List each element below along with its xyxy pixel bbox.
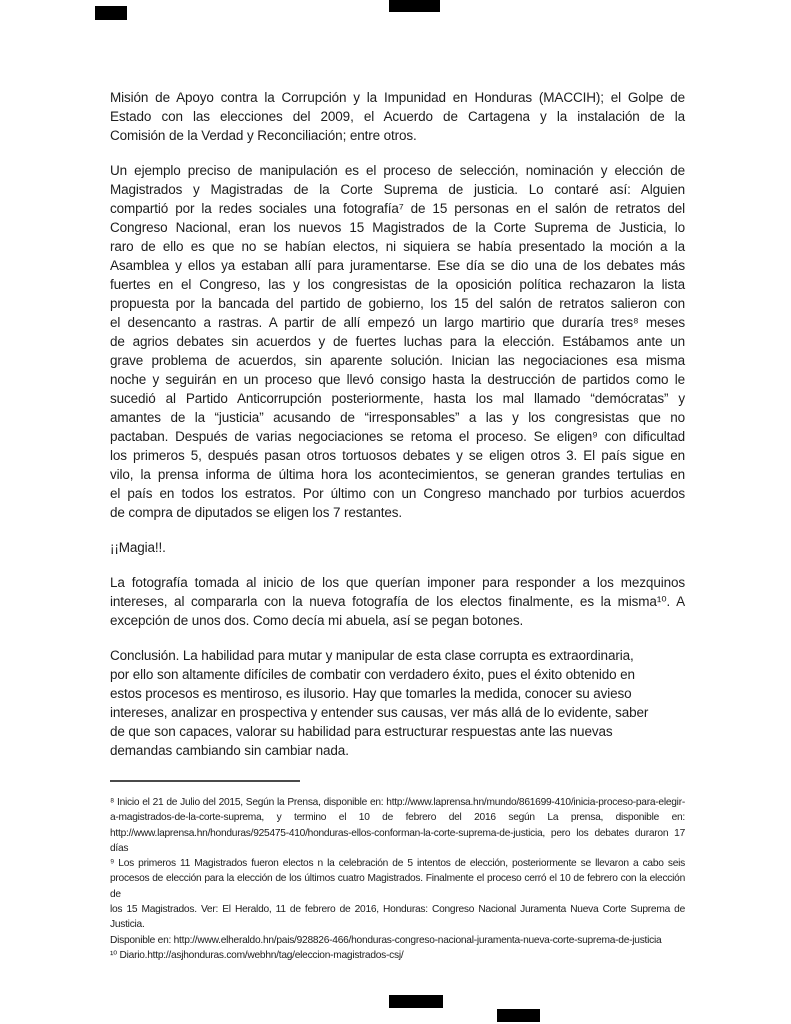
footnote-10 [110,948,685,963]
text-line: ¹⁰ Diario.http://asjhonduras.com/webhn/tag/eleccion-magistrados-csj/ [110,949,404,961]
redaction-mark-bottom-left [389,995,443,1008]
text-line: de agrios debates sin acuerdos y de fuertes luchas para la elección. Estábamos ante un [110,334,685,349]
text-line: ¡¡Magia!!. [110,540,166,555]
text-line: a-magistrados-de-la-corte-suprema, y termino el 10 de febrero del 2016 según La prensa, disponible en: [110,812,685,824]
text-line: propuesta por la bancada del partido de gobierno, los 15 del salón de retratos salieron con [110,296,685,311]
paragraph-fotografia [110,573,685,630]
document-body [110,88,685,760]
text-line: los 15 Magistrados. Ver: El Heraldo, 11 de febrero de 2016, Honduras: Congreso Nacional Juramenta Nueva Corte Suprema de Justicia. [110,904,685,931]
footnote-9 [110,856,685,948]
text-line: excepción de unos dos. Como decía mi abuela, así se pegan botones. [110,613,524,628]
text-line: Misión de Apoyo contra la Corrupción y la Impunidad en Honduras (MACCIH); el Golpe de [110,90,685,105]
text-line: noche y seguirán en un proceso que llevó consigo hasta la destrucción de partidos como le [110,372,685,387]
text-line: estos procesos es mentiroso, es ilusorio. Hay que tomarles la medida, conocer su avieso [110,686,632,701]
text-line: el país en todos los estratos. Por último con un Congreso manchado por turbios acuerdos [110,486,685,501]
text-line: demandas cambiando sin cambiar nada. [110,743,349,758]
text-line: amantes de la “justicia” acusando de “irresponsables” a las y los congresistas que no [110,410,685,425]
text-line: por ello son altamente difíciles de combatir con verdadero éxito, pues el éxito obtenido en [110,667,635,682]
text-line: La fotografía tomada al inicio de los que querían imponer para responder a los mezquinos [110,575,685,590]
footnote-8 [110,795,685,856]
text-line: de compra de diputados se eligen los 7 restantes. [110,505,403,520]
text-line: días [110,842,129,854]
text-line: vilo, la prensa informa de última hora los acontecimientos, se generan grandes tertulias en [110,467,685,482]
text-line: de que son capaces, valorar su habilidad para estructurar respuestas ante las nuevas [110,724,613,739]
text-line: sucedió al Partido Anticorrupción posteriormente, hasta los mal llamado “demócratas” y [110,391,685,406]
footnotes-section [110,795,685,963]
paragraph-ejemplo [110,161,685,522]
text-line: http://www.laprensa.hn/honduras/925475-410/honduras-ellos-conforman-la-corte-suprema-de-justicia, pero los debates duraron 17 [110,827,685,839]
paragraph-magia [110,538,685,557]
text-line: Congreso Nacional, eran los nuevos 15 Magistrados de la Corte Suprema de Justicia, lo [110,220,685,235]
text-line: raro de ello es que no se habían electos, ni siquiera se había presentado la moción a la [110,239,685,254]
redaction-mark-bottom-right [497,1009,540,1022]
document-content [110,88,685,963]
text-line: Disponible en: http://www.elheraldo.hn/pais/928826-466/honduras-congreso-nacional-juramenta-nueva-corte-suprema-de-justicia [110,934,662,946]
paragraph-conclusion [110,646,685,760]
text-line: compartió por la redes sociales una fotografía⁷ de 15 personas en el salón de retratos del [110,201,685,216]
paragraph-intro [110,88,685,145]
text-line: Comisión de la Verdad y Reconciliación; entre otros. [110,128,417,143]
text-line: el desencanto a rastras. A partir de allí empezó un largo martirio que duraría tres⁸ meses [110,315,685,330]
text-line: Magistrados y Magistradas de la Corte Suprema de justicia. Lo contaré así: Alguien [110,182,685,197]
text-line: Asamblea y ellos ya estaban allí para juramentarse. Ese día se dio una de los debates más [110,258,685,273]
text-line: ⁹ Los primeros 11 Magistrados fueron electos n la celebración de 5 intentos de elección, posteriormente se llevaron a cabo seis [110,858,685,870]
redaction-mark-top-left [95,6,127,20]
text-line: ⁸ Inicio el 21 de Julio del 2015, Según la Prensa, disponible en: http://www.laprensa.hn/mundo/861699-410/inicia-proceso-para-elegir- [110,797,685,808]
text-line: grave problema de acuerdos, sin aparente solución. Inician las negociaciones esa misma [110,353,685,368]
text-line: intereses, al compararla con la nueva fotografía de los electos finalmente, es la misma¹⁰. A [110,594,685,609]
text-line: intereses, analizar en prospectiva y entender sus causas, ver más allá de lo evidente, saber [110,705,649,720]
text-line: pactaban. Después de varias negociaciones se retoma el proceso. Se eligen⁹ con dificultad [110,429,685,444]
text-line: fuertes en el Congreso, las y los congresistas de la oposición política rechazaron la lista [110,277,685,292]
text-line: Conclusión. La habilidad para mutar y manipular de esta clase corrupta es extraordinaria, [110,648,634,663]
text-line: Un ejemplo preciso de manipulación es el proceso de selección, nominación y elección de [110,163,685,178]
text-line: los primeros 5, después pasan otros tortuosos debates y se eligen otros 3. El país sigue en [110,448,685,463]
redaction-mark-top-center [389,0,440,12]
text-line: Estado con las elecciones del 2009, el Acuerdo de Cartagena y la instalación de la [110,109,685,124]
footnote-separator [110,780,300,782]
text-line: procesos de elección para la elección de los últimos cuatro Magistrados. Finalmente el proceso cerró el 10 de febrero con la elección de [110,873,685,900]
